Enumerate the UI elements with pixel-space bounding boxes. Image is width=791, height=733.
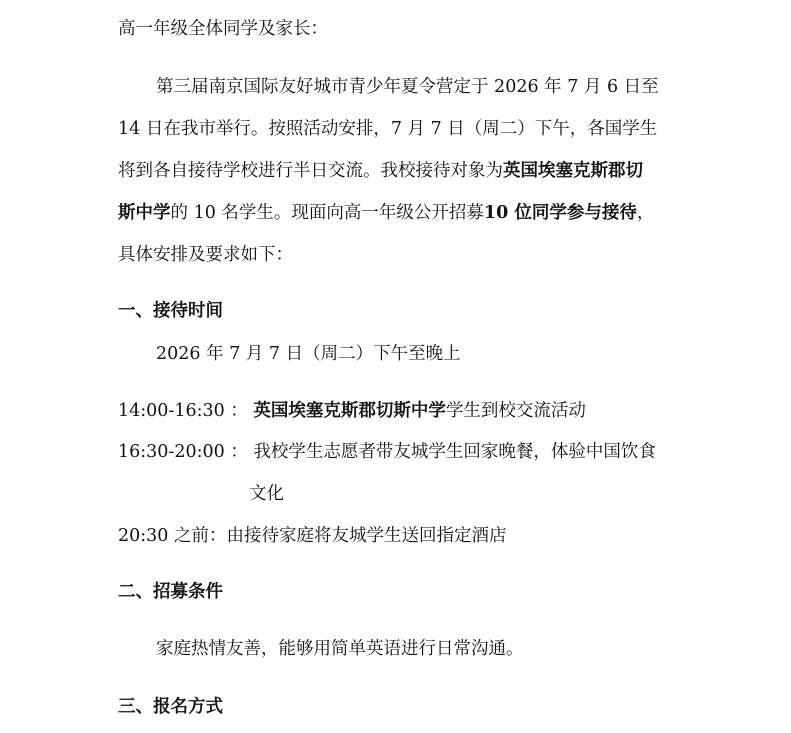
greeting: 高一年级全体同学及家长：	[118, 19, 328, 39]
intro-line-4-text: 的 10 名学生。现面向高一年级公开招募	[170, 203, 484, 223]
schedule-item-2	[118, 441, 656, 463]
intro-line-1: 第三届南京国际友好城市青少年夏令营定于 2026 年 7 月 6 日至	[156, 77, 659, 97]
school-name-bold-cont: 斯中学	[118, 203, 171, 223]
reception-date: 2026 年 7 月 7 日（周二）下午至晚上	[156, 344, 461, 364]
schedule-1-time: 14:00-16:30 ：	[118, 401, 248, 421]
section-2-heading: 二、招募条件	[118, 582, 223, 602]
schedule-item-2-cont: 文化	[249, 484, 284, 504]
intro-line-3	[118, 160, 643, 182]
section-1-heading: 一、接待时间	[118, 301, 223, 321]
intro-line-4-comma: ，	[636, 203, 655, 223]
school-name-bold: 英国埃塞克斯郡切	[503, 161, 643, 181]
intro-line-4	[118, 202, 654, 224]
section-3-heading: 三、报名方式	[118, 697, 223, 717]
intro-line-5: 具体安排及要求如下：	[118, 245, 293, 265]
schedule-1-text: 学生到校交流活动	[445, 401, 586, 421]
schedule-2-time: 16:30-20:00 ：	[118, 442, 248, 462]
recruit-conditions-text: 家庭热情友善，能够用简单英语进行日常沟通。	[156, 639, 524, 659]
intro-line-3-text: 将到各自接待学校进行半日交流。我校接待对象为	[118, 161, 503, 181]
schedule-item-3: 20:30 之前：由接待家庭将友城学生送回指定酒店	[118, 526, 507, 546]
schedule-item-1	[118, 400, 586, 422]
intro-line-2: 14 日在我市举行。按照活动安排，7 月 7 日（周二）下午，各国学生	[118, 119, 658, 139]
schedule-1-school: 英国埃塞克斯郡切斯中学	[253, 401, 446, 421]
schedule-2-text: 我校学生志愿者带友城学生回家晚餐，体验中国饮食	[253, 442, 656, 462]
recruit-count-bold: 10 位同学参与接待	[483, 203, 637, 223]
